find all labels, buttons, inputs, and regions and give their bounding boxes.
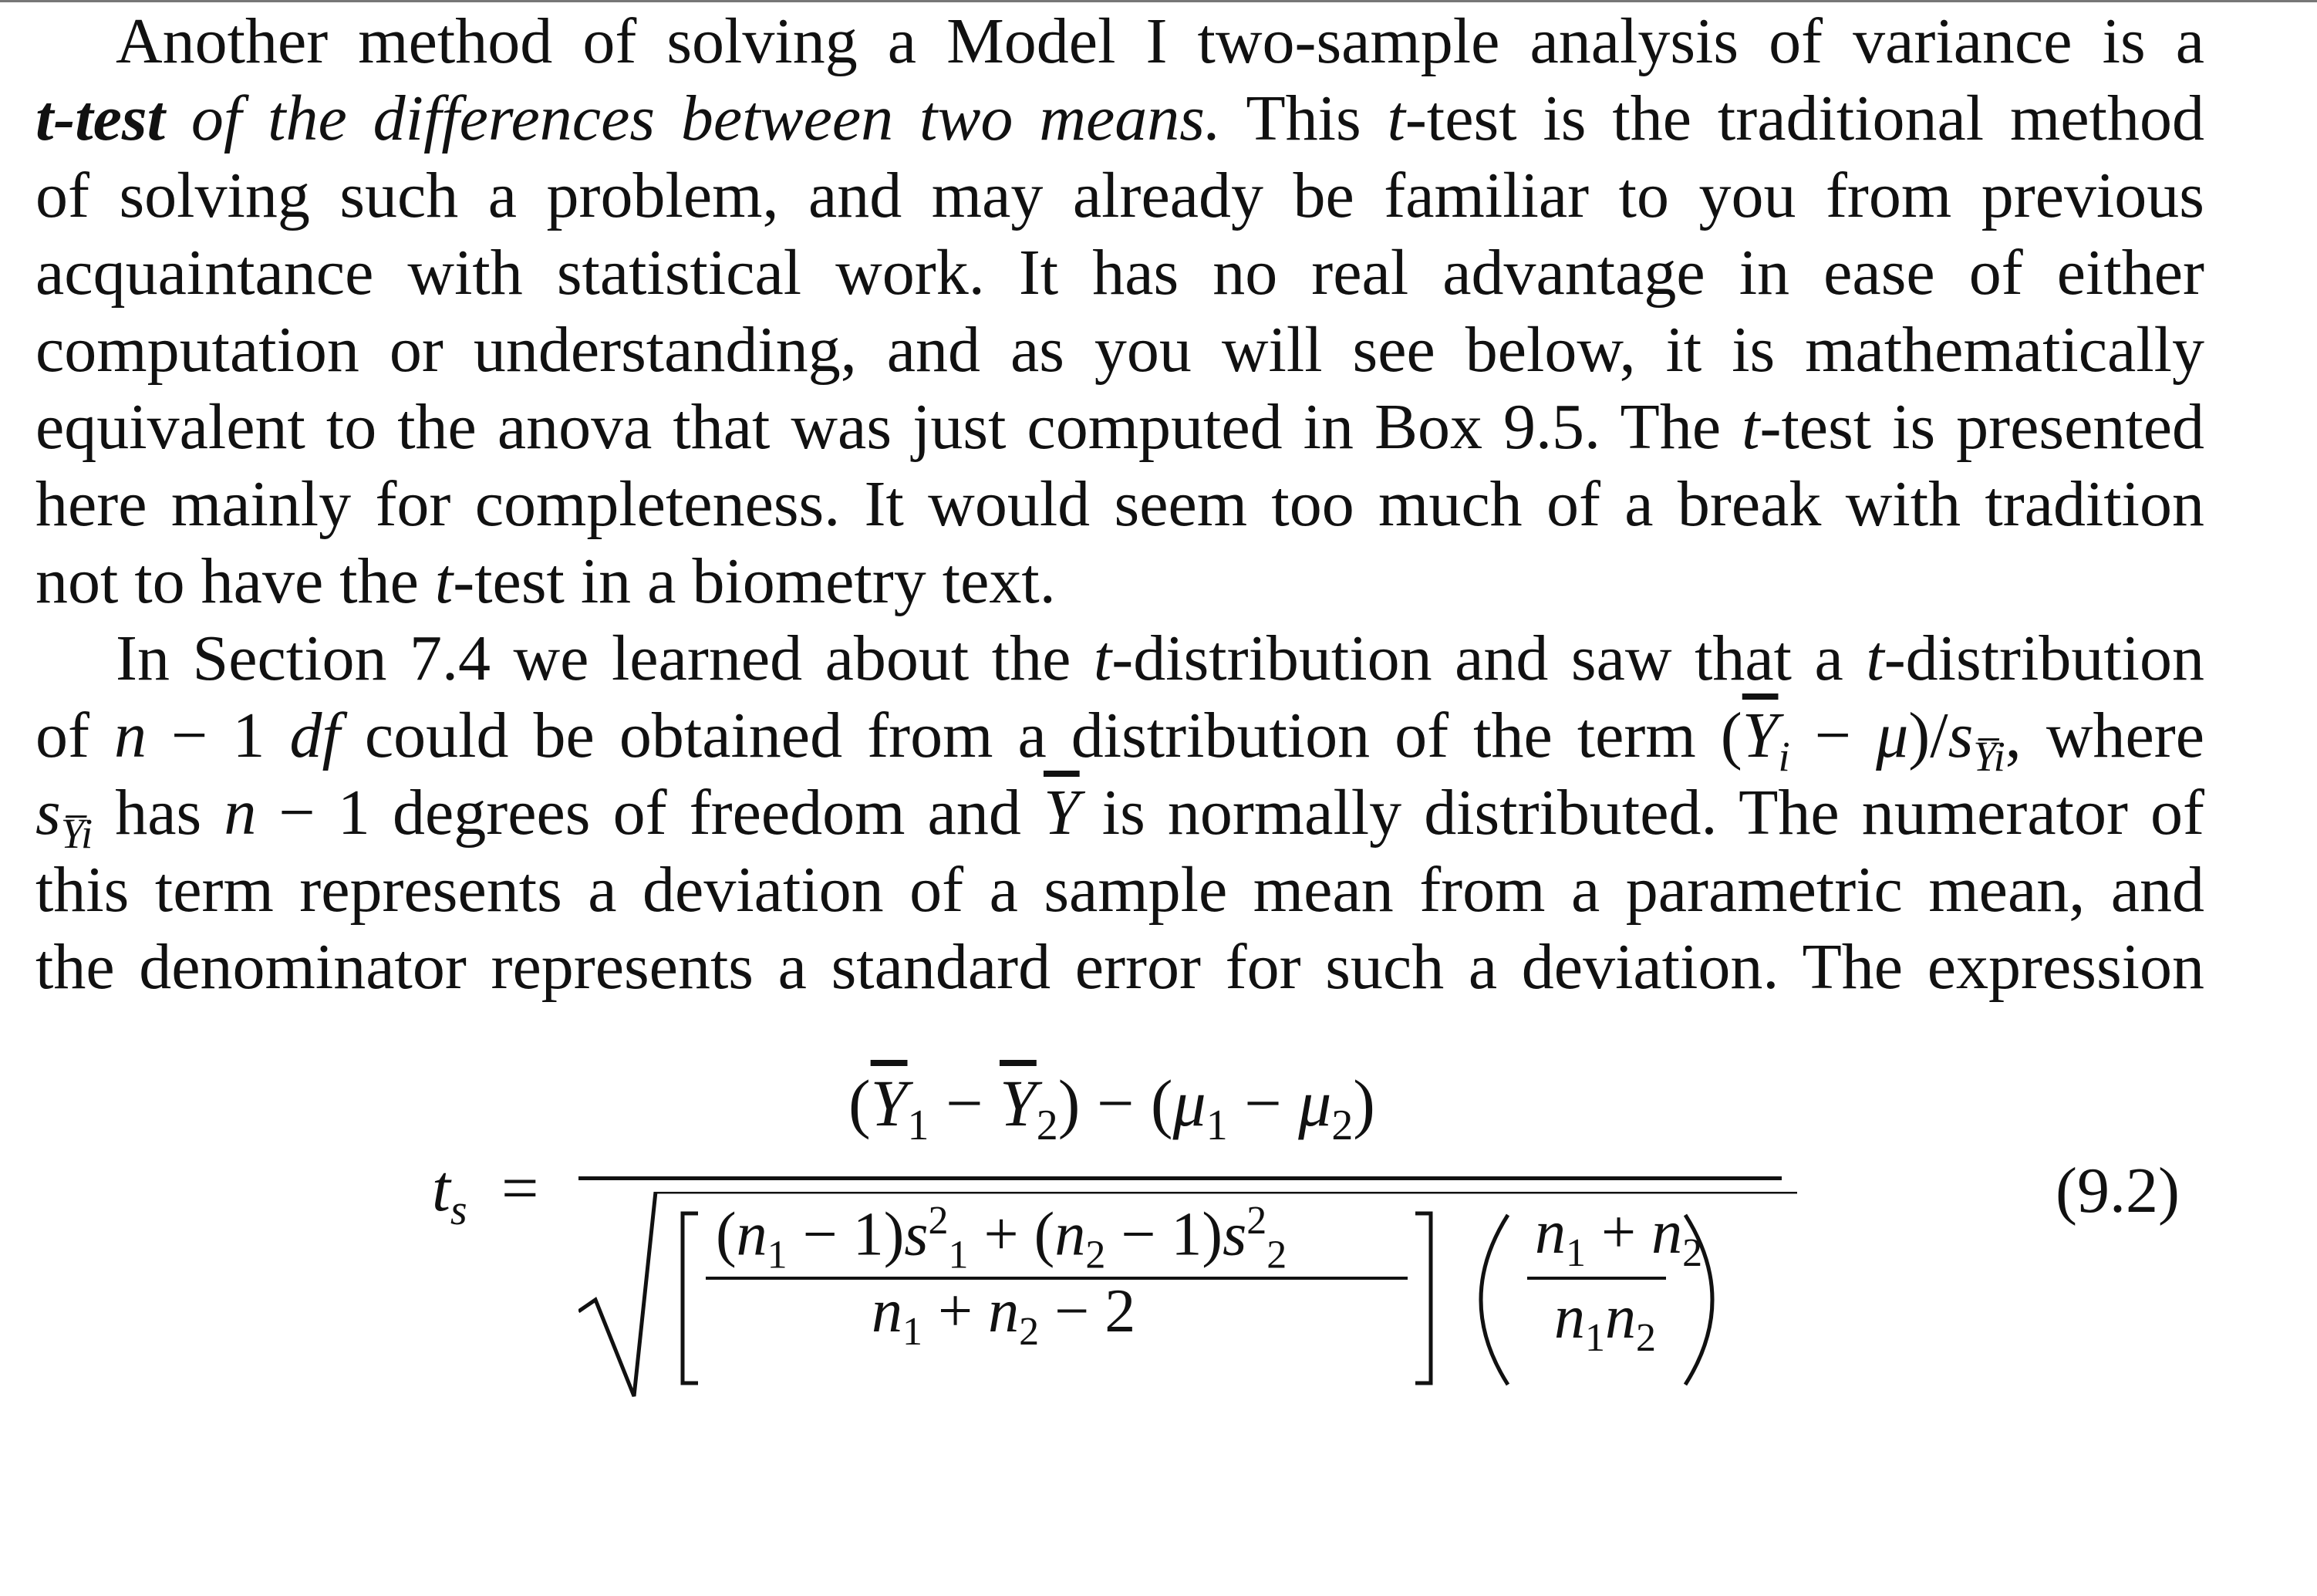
equation-equals: = xyxy=(501,1151,539,1225)
paragraph2-line4: this term represents a deviation of a sample mean from a parametric mean, and xyxy=(35,854,2204,926)
paragraph1-line8: not to have the t-test in a biometry text. xyxy=(35,545,1056,617)
page-top-edge xyxy=(0,0,2317,2)
paragraph1-line5: computation or understanding, and as you will see below, it is mathematically xyxy=(35,314,2204,386)
paragraph2-line1: In Section 7.4 we learned about the t-distribution and saw that a t-distribution xyxy=(116,623,2205,694)
paragraph2-line3: $s_{Y̅i}$ has n − 1 degrees of freedom and $\overline{Y}$ is normally distributed. The numerator of xyxy=(35,777,2204,857)
paragraph2-line5: the denominator represents a standard error for such a deviation. The expression xyxy=(35,931,2204,1003)
paragraph1-line4: acquaintance with statistical work. It has no real advantage in ease of either xyxy=(35,237,2204,309)
paragraph1-line3: of solving such a problem, and may already be familiar to you from previous xyxy=(35,160,2204,231)
equation-denominator xyxy=(578,1192,1797,1423)
paragraph1-line2: t-test of the differences between two means. This t-test is the traditional method xyxy=(35,83,2204,154)
paragraph2-line2: of n − 1 df could be obtained from a distribution of the term $(\overline{Y}_i - \mu)/s_{Y̅i}$, where xyxy=(35,700,2205,780)
equation-lhs: $t_s$ xyxy=(432,1151,467,1235)
paragraph1-line6: equivalent to the anova that was just computed in Box 9.5. The t-test is presented xyxy=(35,391,2205,463)
pooled-variance-denominator: $n_1 + n_2 - 2$ xyxy=(872,1277,1136,1354)
equation-9-2 xyxy=(432,1065,1820,1419)
body-text xyxy=(35,3,2204,1006)
equation-number-label: (9.2) xyxy=(2056,1155,2180,1227)
sample-size-denominator: $n_1n_2$ xyxy=(1554,1284,1656,1360)
equation-fraction-bar xyxy=(578,1176,1782,1180)
sample-size-numerator: $n_1 + n_2$ xyxy=(1535,1199,1703,1275)
paragraph1-line1: Another method of solving a Model I two-sample analysis of variance is a xyxy=(116,5,2204,77)
equation-numerator: $(\overline{Y}_1 - \overline{Y}_2) - (\mu_1 - \mu_2)$ xyxy=(848,1066,1375,1150)
paragraph1-line7: here mainly for completeness. It would seem too much of a break with tradition xyxy=(35,468,2204,540)
pooled-variance-numerator: $(n_1 - 1)s^2_1 + (n_2 - 1)s^2_2$ xyxy=(716,1199,1287,1277)
